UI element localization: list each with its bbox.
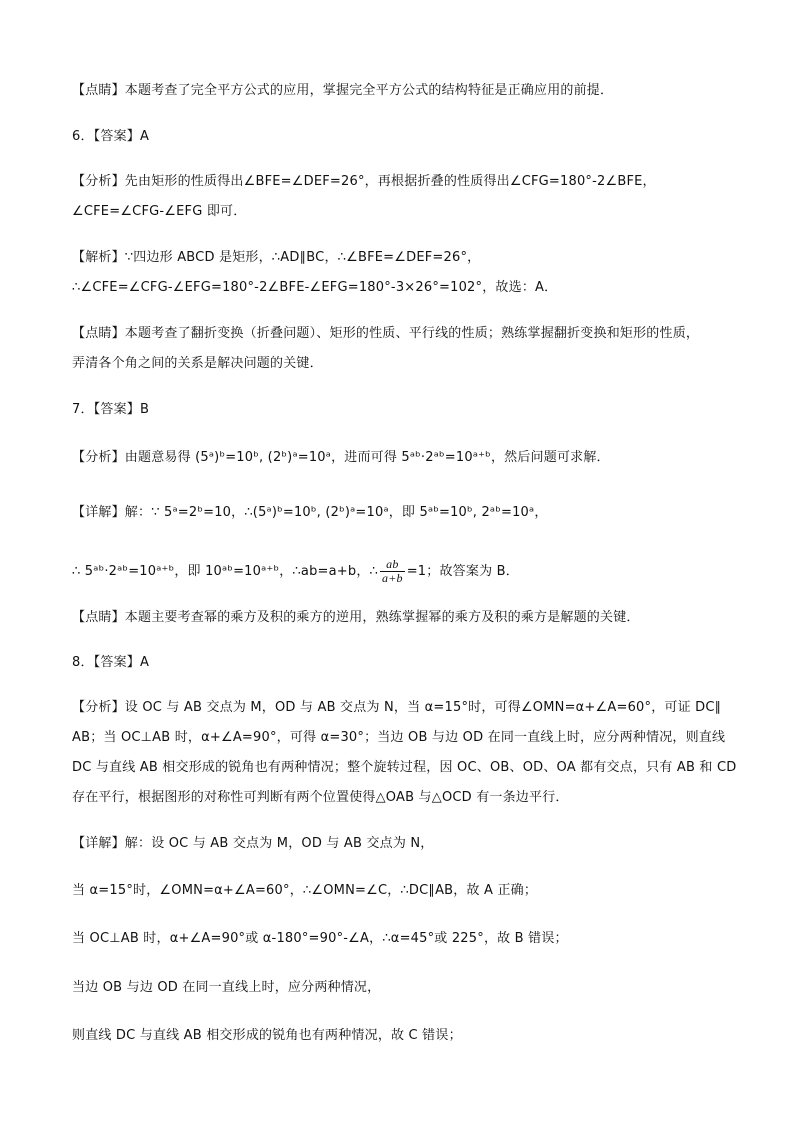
- text-segment: =1；故答案为 B．: [406, 564, 519, 579]
- text-line: 【解析】∵四边形 ABCD 是矩形，∴AD∥BC，∴∠BFE=∠DEF=26°，: [72, 250, 481, 265]
- text-line: 【分析】先由矩形的性质得出∠BFE=∠DEF=26°，再根据折叠的性质得出∠CFG=180°-2∠BFE，: [72, 174, 656, 189]
- text-line: 【分析】设 OC 与 AB 交点为 M，OD 与 AB 交点为 N，当 α=15°时，可得∠OMN=α+∠A=60°，可证 DC∥: [72, 700, 722, 715]
- fraction-denominator: a+b: [382, 571, 403, 585]
- text-line: 【详解】解：设 OC 与 AB 交点为 M，OD 与 AB 交点为 N，: [72, 836, 434, 851]
- text-line: 【点睛】本题主要考查幂的乘方及积的乘方的逆用，熟练掌握幂的乘方及积的乘方是解题的关键．: [72, 610, 640, 625]
- fraction-numerator: ab: [380, 558, 405, 572]
- text-line: 【点睛】本题考查了翻折变换（折叠问题）、矩形的性质、平行线的性质；熟练掌握翻折变换和矩形的性质，: [72, 326, 700, 341]
- text-line: DC 与直线 AB 相交形成的锐角也有两种情况；整个旋转过程，因 OC、OB、OD、OA 都有交点，只有 AB 和 CD: [72, 760, 737, 775]
- text-line: [72, 558, 519, 585]
- answer-heading: 6．【答案】A: [72, 129, 150, 144]
- text-line: 【分析】由题意易得 (5ᵃ)ᵇ=10ᵇ, (2ᵇ)ᵃ=10ᵃ，进而可得 5ᵃᵇ·2ᵃᵇ=10ᵃ⁺ᵇ，然后问题可求解．: [72, 450, 610, 465]
- answer-heading: 8．【答案】A: [72, 655, 150, 670]
- text-line: 弄清各个角之间的关系是解决问题的关键．: [72, 356, 323, 371]
- text-line: 【点睛】本题考查了完全平方公式的应用，掌握完全平方公式的结构特征是正确应用的前提．: [72, 83, 614, 98]
- text-line: AB；当 OC⊥AB 时，α+∠A=90°，可得 α=30°；当边 OB 与边 OD 在同一直线上时，应分两种情况，则直线: [72, 730, 726, 745]
- text-line: ∴∠CFE=∠CFG-∠EFG=180°-2∠BFE-∠EFG=180°-3×26°=102°，故选：A．: [72, 280, 558, 295]
- text-line: 【详解】解：∵ 5ᵃ=2ᵇ=10，∴(5ᵃ)ᵇ=10ᵇ, (2ᵇ)ᵃ=10ᵃ，即 5ᵃᵇ=10ᵇ, 2ᵃᵇ=10ᵃ，: [72, 505, 548, 520]
- text-line: 则直线 DC 与直线 AB 相交形成的锐角也有两种情况，故 C 错误；: [72, 1028, 462, 1043]
- text-line: 存在平行，根据图形的对称性可判断有两个位置使得△OAB 与△OCD 有一条边平行．: [72, 790, 569, 805]
- text-line: 当边 OB 与边 OD 在同一直线上时，应分两种情况，: [72, 980, 381, 995]
- text-line: ∠CFE=∠CFG-∠EFG 即可．: [72, 204, 247, 219]
- text-segment: ∴ 5ᵃᵇ·2ᵃᵇ=10ᵃ⁺ᵇ，即 10ᵃᵇ=10ᵃ⁺ᵇ，∴ab=a+b，∴: [72, 564, 378, 579]
- answer-heading: 7．【答案】B: [72, 402, 150, 417]
- text-line: 当 α=15°时，∠OMN=α+∠A=60°，∴∠OMN=∠C，∴DC∥AB，故 A 正确；: [72, 883, 538, 898]
- text-line: 当 OC⊥AB 时，α+∠A=90°或 α-180°=90°-∠A，∴α=45°或 225°，故 B 错误；: [72, 931, 568, 946]
- fraction-ab-over-a-plus-b: [380, 558, 405, 585]
